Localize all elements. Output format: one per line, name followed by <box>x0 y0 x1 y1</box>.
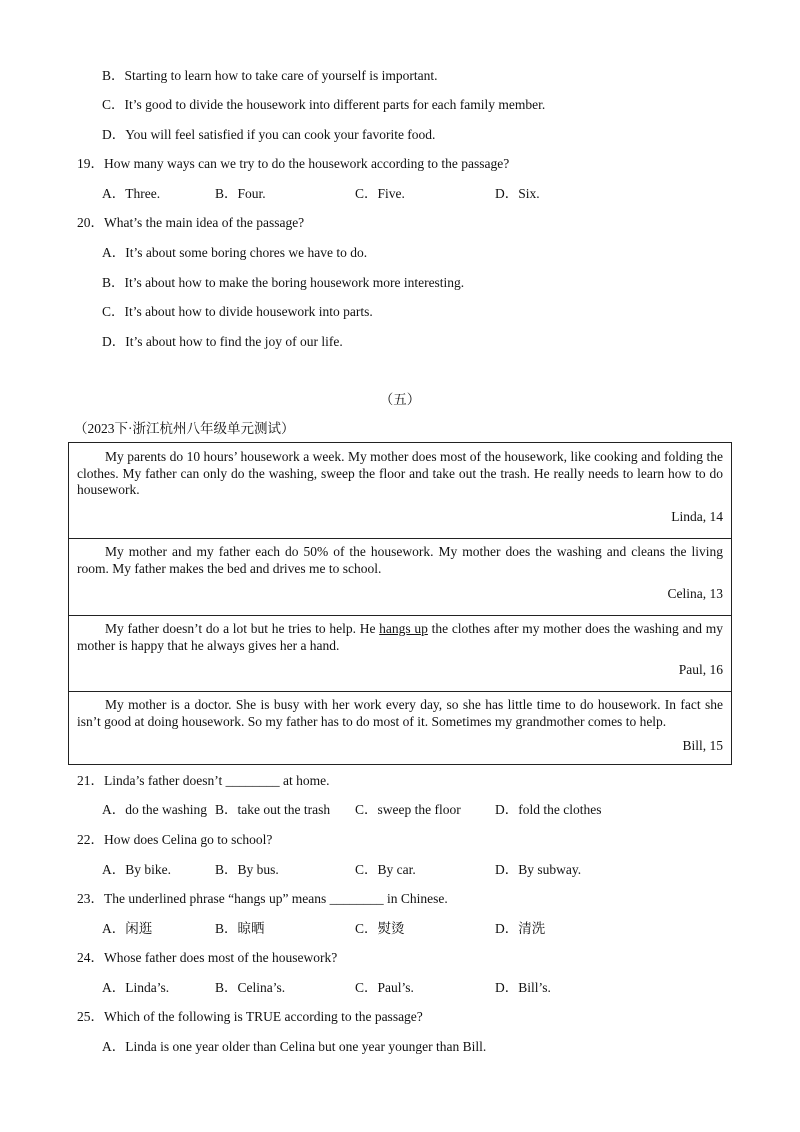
passage-text-paul-before: My father doesn’t do a lot but he tries to help. He <box>105 621 380 636</box>
q18-option-d: D．You will feel satisfied if you can cook your favorite food. <box>102 127 436 142</box>
q19-option-b: B．Four. <box>215 186 266 201</box>
q23-option-a: A．闲逛 <box>102 921 153 936</box>
q20-stem: 20．What’s the main idea of the passage? <box>77 215 305 230</box>
q25-stem: 25．Which of the following is TRUE according to the passage? <box>77 1009 423 1024</box>
q19-stem: 19．How many ways can we try to do the housework according to the passage? <box>77 156 510 171</box>
q23-stem: 23．The underlined phrase “hangs up” means ________ in Chinese. <box>77 891 448 906</box>
passage-text-bill: My mother is a doctor. She is busy with her work every day, so she has little time to do housework. In fact she isn’t good at doing housework. So my father has to do most of it. Sometimes my grandmother comes to help. <box>77 697 723 729</box>
q20-option-c: C．It’s about how to divide housework into parts. <box>102 304 373 319</box>
passage-cell-bill <box>69 691 731 766</box>
q22-option-c: C．By car. <box>355 862 416 877</box>
q24-option-d: D．Bill’s. <box>495 980 551 995</box>
q22-option-a: A．By bike. <box>102 862 171 877</box>
signature-paul: Paul, 16 <box>678 662 723 677</box>
q21-option-c: C．sweep the floor <box>355 802 461 817</box>
q25-option-a: A．Linda is one year older than Celina but one year younger than Bill. <box>102 1039 487 1054</box>
passage-table <box>68 442 732 765</box>
passage-cell-celina <box>69 538 731 616</box>
section-title: （五） <box>379 392 421 407</box>
q24-stem: 24．Whose father does most of the housework? <box>77 950 338 965</box>
q23-option-d: D．清洗 <box>495 921 546 936</box>
section-source: （2023下·浙江杭州八年级单元测试） <box>74 421 295 436</box>
q24-option-b: B．Celina’s. <box>215 980 286 995</box>
q24-option-c: C．Paul’s. <box>355 980 414 995</box>
q20-option-a: A．It’s about some boring chores we have to do. <box>102 245 368 260</box>
q22-option-b: B．By bus. <box>215 862 279 877</box>
q19-option-a: A．Three. <box>102 186 161 201</box>
q19-option-c: C．Five. <box>355 186 405 201</box>
q19-option-d: D．Six. <box>495 186 540 201</box>
q21-option-a: A．do the washing <box>102 802 207 817</box>
underlined-phrase: hangs up <box>379 621 428 636</box>
q18-option-b: B．Starting to learn how to take care of yourself is important. <box>102 68 438 83</box>
q24-option-a: A．Linda’s. <box>102 980 170 995</box>
q18-option-c: C．It’s good to divide the housework into different parts for each family member. <box>102 97 546 112</box>
signature-celina: Celina, 13 <box>667 586 723 601</box>
q23-option-b: B．晾晒 <box>215 921 265 936</box>
q22-stem: 22．How does Celina go to school? <box>77 832 273 847</box>
q23-option-c: C．熨烫 <box>355 921 405 936</box>
passage-text-paul-after: the clothes after my mother does the washing and my mother is happy that he always gives her a hand. <box>77 621 723 653</box>
passage-text-paul <box>77 621 723 654</box>
q20-option-d: D．It’s about how to find the joy of our life. <box>102 334 343 349</box>
passage-text-linda: My parents do 10 hours’ housework a week. My mother does most of the housework, like cooking and folding the clothes. My father can only do the washing, sweep the floor and take out the trash. He really needs to learn how to do housework. <box>77 449 723 497</box>
passage-cell-linda <box>69 443 731 539</box>
q21-stem: 21．Linda’s father doesn’t ________ at home. <box>77 773 330 788</box>
q20-option-b: B．It’s about how to make the boring housework more interesting. <box>102 275 465 290</box>
q21-option-b: B．take out the trash <box>215 802 331 817</box>
q21-option-d: D．fold the clothes <box>495 802 602 817</box>
passage-text-celina: My mother and my father each do 50% of the housework. My mother does the washing and cleans the living room. My father makes the bed and drives me to school. <box>77 544 723 576</box>
signature-linda: Linda, 14 <box>671 509 723 524</box>
passage-cell-paul <box>69 615 731 692</box>
signature-bill: Bill, 15 <box>682 738 723 753</box>
q22-option-d: D．By subway. <box>495 862 582 877</box>
